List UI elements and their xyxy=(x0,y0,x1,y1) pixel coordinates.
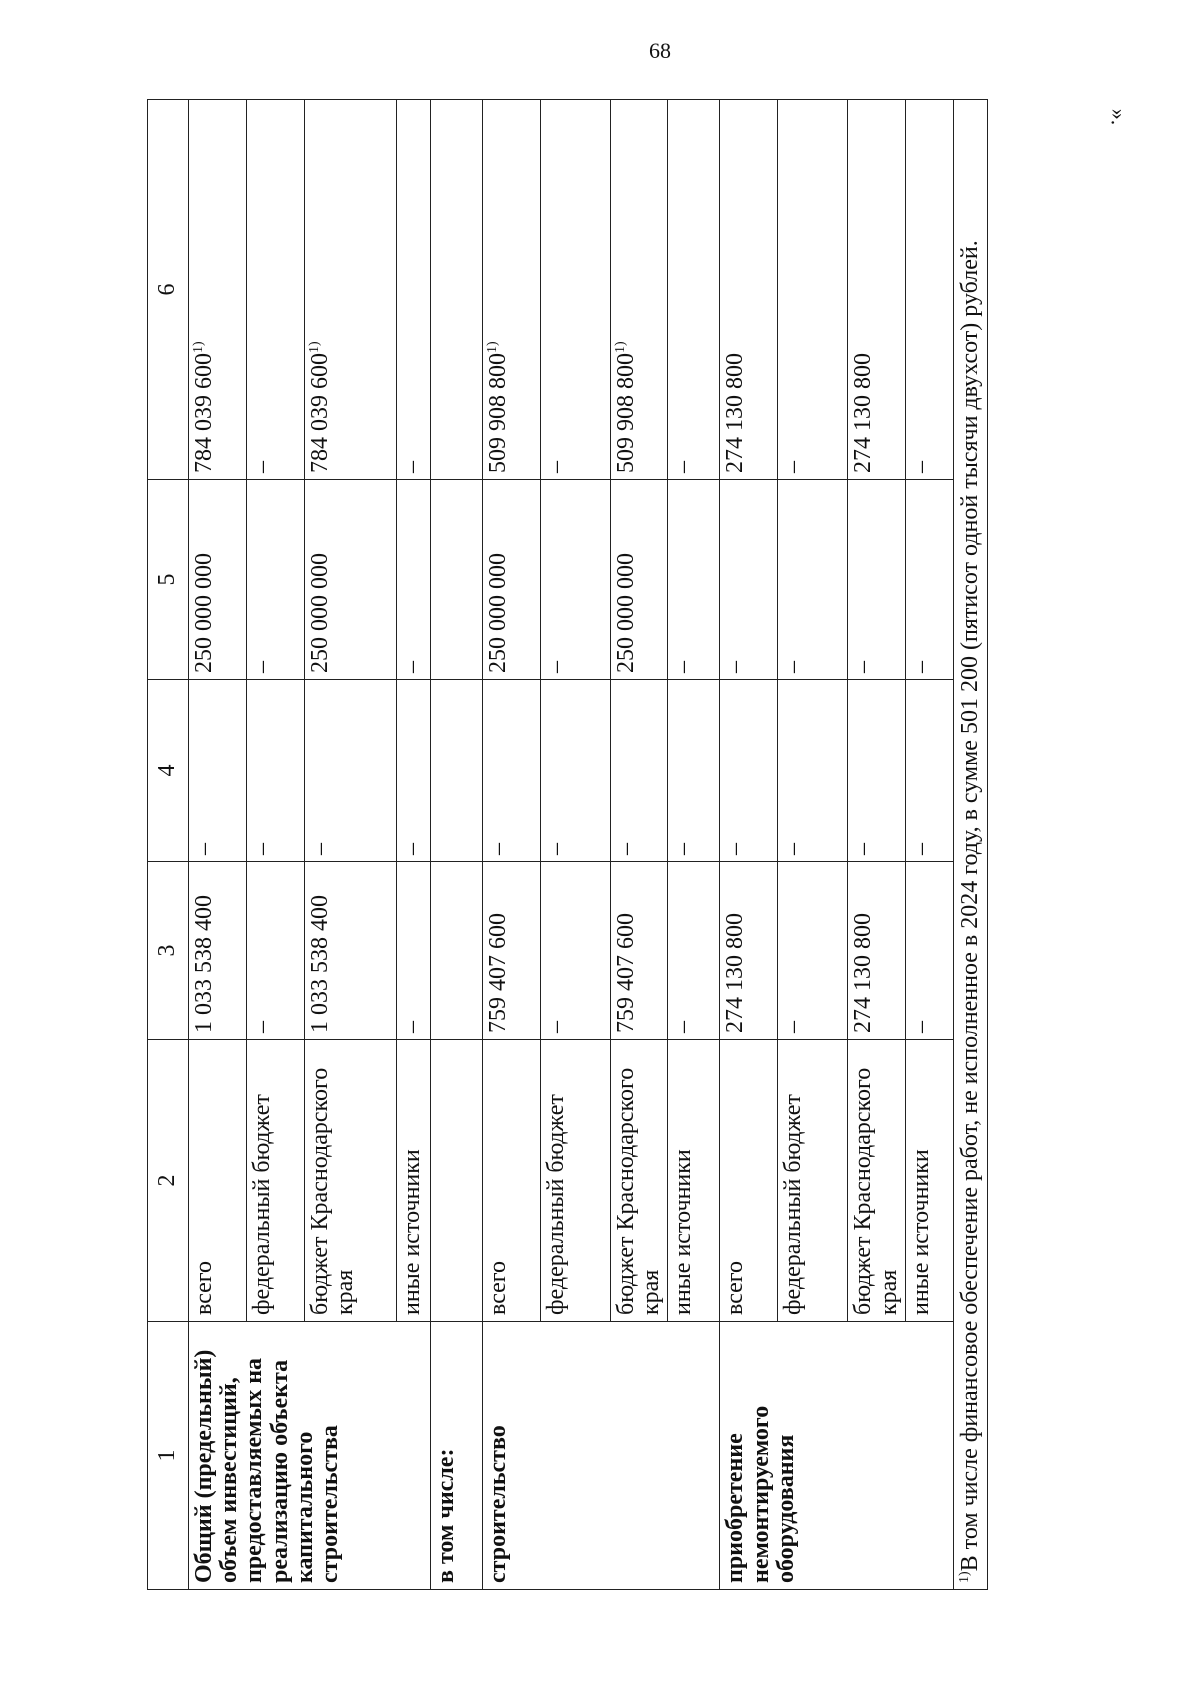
value-cell: – xyxy=(905,680,953,862)
source-cell: иные источники xyxy=(668,1040,720,1322)
investment-table xyxy=(147,99,988,1590)
table-row xyxy=(189,100,247,1590)
value-cell: – xyxy=(905,480,953,680)
value-cell: 759 407 600 xyxy=(611,862,668,1040)
value-cell: – xyxy=(778,100,848,480)
value-cell: – xyxy=(848,680,905,862)
value-cell: – xyxy=(720,480,778,680)
header-col-1: 1 xyxy=(148,1322,189,1590)
table-row xyxy=(720,100,778,1590)
footnote-mark: 1) xyxy=(956,1571,972,1583)
source-cell: бюджет Краснодарского края xyxy=(848,1040,905,1322)
footnote-row xyxy=(953,100,988,1590)
source-cell: всего xyxy=(483,1040,541,1322)
source-cell: федеральный бюджет xyxy=(541,1040,611,1322)
header-col-5: 5 xyxy=(148,480,189,680)
header-col-3: 3 xyxy=(148,862,189,1040)
value-text: 784 039 600 xyxy=(191,353,217,473)
header-col-2: 2 xyxy=(148,1040,189,1322)
value-text: 784 039 600 xyxy=(307,353,333,473)
footnote-ref: 1) xyxy=(307,341,322,353)
value-cell: – xyxy=(247,480,305,680)
value-cell: 274 130 800 xyxy=(848,862,905,1040)
value-cell: 1 033 538 400 xyxy=(305,862,397,1040)
value-cell: 250 000 000 xyxy=(483,480,541,680)
value-cell: – xyxy=(541,100,611,480)
empty-cell xyxy=(431,862,483,1040)
value-cell: – xyxy=(668,680,720,862)
source-cell: всего xyxy=(189,1040,247,1322)
value-cell: 274 130 800 xyxy=(720,862,778,1040)
source-cell: всего xyxy=(720,1040,778,1322)
section-row xyxy=(431,100,483,1590)
value-cell xyxy=(305,100,397,480)
value-cell: 274 130 800 xyxy=(720,100,778,480)
value-cell: – xyxy=(668,100,720,480)
empty-cell xyxy=(431,680,483,862)
header-col-4: 4 xyxy=(148,680,189,862)
value-cell xyxy=(483,100,541,480)
page-number: 68 xyxy=(649,38,671,63)
footnote-text: В том числе финансовое обеспечение работ, не исполненное в 2024 году, в сумме 501 200 (пятисот одной тысячи двухсот) рублей. xyxy=(956,240,983,1572)
value-cell: 250 000 000 xyxy=(611,480,668,680)
table-row xyxy=(483,100,541,1590)
value-cell: – xyxy=(541,680,611,862)
footnote xyxy=(953,100,988,1590)
value-cell xyxy=(611,100,668,480)
value-cell: – xyxy=(247,100,305,480)
value-cell: – xyxy=(905,862,953,1040)
value-cell: – xyxy=(778,680,848,862)
value-cell: – xyxy=(541,480,611,680)
value-cell: – xyxy=(848,480,905,680)
empty-cell xyxy=(431,1040,483,1322)
value-cell: 274 130 800 xyxy=(848,100,905,480)
value-cell: – xyxy=(397,480,431,680)
value-cell: – xyxy=(397,862,431,1040)
value-cell: – xyxy=(778,480,848,680)
footnote-ref: 1) xyxy=(191,341,206,353)
value-cell: – xyxy=(305,680,397,862)
value-text: 509 908 800 xyxy=(613,353,639,473)
source-cell: федеральный бюджет xyxy=(247,1040,305,1322)
group-name-construction: строительство xyxy=(483,1322,720,1590)
value-cell: – xyxy=(247,862,305,1040)
header-row xyxy=(148,100,189,1590)
value-cell: 250 000 000 xyxy=(189,480,247,680)
value-cell: – xyxy=(483,680,541,862)
value-cell: – xyxy=(397,100,431,480)
value-cell: 250 000 000 xyxy=(305,480,397,680)
header-col-6: 6 xyxy=(148,100,189,480)
value-cell xyxy=(189,100,247,480)
group-name-total: Общий (предельный) объем инвестиций, предоставляемых на реализацию объекта капитального строительства xyxy=(189,1322,431,1590)
section-label: в том числе: xyxy=(431,1322,483,1590)
value-cell: 759 407 600 xyxy=(483,862,541,1040)
source-cell: бюджет Краснодарского края xyxy=(305,1040,397,1322)
value-cell: – xyxy=(720,680,778,862)
empty-cell xyxy=(431,100,483,480)
value-cell: 1 033 538 400 xyxy=(189,862,247,1040)
footnote-ref: 1) xyxy=(485,341,500,353)
source-cell: иные источники xyxy=(397,1040,431,1322)
source-cell: федеральный бюджет xyxy=(778,1040,848,1322)
value-cell: – xyxy=(611,680,668,862)
value-text: 509 908 800 xyxy=(485,353,511,473)
closing-quote-mark: ». xyxy=(1106,108,1132,126)
value-cell: – xyxy=(397,680,431,862)
footnote-ref: 1) xyxy=(613,341,628,353)
value-cell: – xyxy=(189,680,247,862)
source-cell: иные источники xyxy=(905,1040,953,1322)
value-cell: – xyxy=(541,862,611,1040)
source-cell: бюджет Краснодарского края xyxy=(611,1040,668,1322)
value-cell: – xyxy=(668,480,720,680)
value-cell: – xyxy=(905,100,953,480)
value-cell: – xyxy=(668,862,720,1040)
empty-cell xyxy=(431,480,483,680)
rotated-table-container xyxy=(147,100,1077,1590)
value-cell: – xyxy=(778,862,848,1040)
group-name-equipment: приобретение немонтируемого оборудования xyxy=(720,1322,953,1590)
value-cell: – xyxy=(247,680,305,862)
